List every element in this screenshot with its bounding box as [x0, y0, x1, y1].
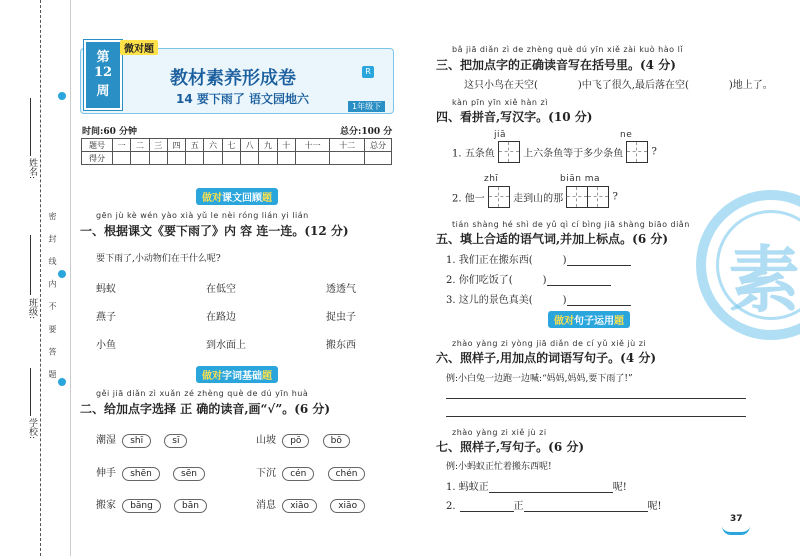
q2-item	[256, 496, 365, 513]
q4-text: ?	[612, 191, 618, 203]
q3-part: )中飞了很久,最后落在空(	[577, 80, 689, 91]
badge-prefix: 做对	[554, 316, 574, 327]
grade-label: 1年级下	[348, 101, 385, 112]
score-header-cell: 四	[167, 139, 185, 152]
sidebar-name-line	[30, 98, 31, 156]
page-number: 37	[730, 514, 743, 524]
score-row-label: 得分	[82, 152, 113, 165]
score-cell[interactable]	[277, 152, 295, 165]
score-header-cell: 三	[149, 139, 167, 152]
q2-item	[96, 496, 207, 513]
score-header-cell: 九	[259, 139, 277, 152]
sidebar-class-label: 班级:	[27, 298, 37, 320]
q2-item	[96, 431, 187, 448]
q2-title: 二、给加点字选择 正 确的读音,画“√”。(6 分)	[80, 402, 331, 416]
pinyin-option[interactable]: bān	[174, 499, 207, 513]
score-cell[interactable]	[113, 152, 131, 165]
q5-item: 1. 我们正在搬东西( )	[446, 251, 631, 266]
q4-text: 走到山的那	[513, 193, 564, 205]
sidebar-name-label: 姓名:	[27, 158, 37, 180]
q5-text: 2. 你们吃饭了(	[446, 275, 513, 286]
char-box[interactable]	[587, 186, 609, 208]
score-cell[interactable]	[365, 152, 392, 165]
badge-text: 课文回顾	[222, 193, 262, 204]
pinyin-option[interactable]: bāng	[122, 499, 161, 513]
week-badge	[84, 40, 122, 110]
seal-instruction: 密 封 线 内 不 要 答 题	[48, 212, 57, 384]
q2-word: 山坡	[256, 435, 276, 446]
q7-text: 1. 蚂蚁正	[446, 482, 489, 493]
match-animal[interactable]: 蚂蚁	[96, 284, 116, 295]
q2-word: 消息	[256, 500, 276, 511]
edition-badge: R	[362, 66, 374, 78]
score-header-cell: 二	[131, 139, 149, 152]
q2-pinyin: gěi jiā diǎn zì xuǎn zé zhèng què de dú yīn huà	[96, 389, 309, 398]
q5-text: 1. 我们正在搬东西(	[446, 255, 533, 266]
total-score-label: 总分:100 分	[340, 127, 393, 137]
q5-pinyin: tián shàng hé shì de yǔ qì cí bìng jiā shàng biāo diǎn	[452, 220, 690, 229]
char-box[interactable]	[498, 141, 520, 163]
match-animal[interactable]: 小鱼	[96, 340, 116, 351]
q2-item	[256, 431, 350, 448]
q4-py-ne: ne	[620, 130, 633, 140]
q7-line-2	[446, 497, 662, 512]
badge-suffix: 题	[614, 316, 624, 327]
score-cell[interactable]	[295, 152, 330, 165]
q5-punct-line[interactable]	[547, 275, 611, 286]
q5-item: 2. 你们吃饭了( )	[446, 271, 611, 286]
q2-word: 潮湿	[96, 435, 116, 446]
page-subtitle: 14 要下雨了 语文园地六	[176, 92, 310, 106]
pinyin-option[interactable]: sī	[164, 434, 187, 448]
section-badge-sentence	[548, 311, 630, 328]
score-header-cell: 十一	[295, 139, 330, 152]
score-header-cell: 五	[186, 139, 204, 152]
badge-prefix: 做对	[202, 371, 222, 382]
q1-title: 一、根据课文《要下雨了》内 容 连一连。(12 分)	[80, 224, 349, 238]
q2-word: 伸手	[96, 468, 116, 479]
q7-text: 2.	[446, 501, 456, 512]
sidebar-class-line	[30, 235, 31, 295]
q7-pinyin: zhào yàng zi xiě jù zi	[452, 428, 547, 437]
seal-dot-1	[58, 92, 66, 100]
q7-blank[interactable]	[524, 501, 648, 512]
q4-title: 四、看拼音,写汉字。(10 分)	[436, 110, 593, 124]
badge-text: 句子运用	[574, 316, 614, 327]
q3-sentence	[464, 76, 773, 91]
score-table-score-row	[82, 152, 392, 165]
score-table	[81, 138, 392, 165]
score-header-cell: 总分	[365, 139, 392, 152]
q2-word: 下沉	[256, 468, 276, 479]
q5-punct-line[interactable]	[567, 255, 631, 266]
q4-text: 1. 五条鱼	[452, 148, 495, 160]
badge-suffix: 题	[262, 371, 272, 382]
pinyin-option[interactable]: xiāo	[330, 499, 365, 513]
page-title: 教材素养形成卷	[170, 68, 296, 89]
q5-text: 3. 这儿的景色真美(	[446, 295, 533, 306]
score-cell[interactable]	[131, 152, 149, 165]
q2-item	[96, 464, 205, 481]
pinyin-option[interactable]: shī	[122, 434, 151, 448]
q4-py-zhi: zhī	[484, 174, 499, 184]
q4-text: 2. 他一	[452, 193, 485, 205]
q4-py-bian-ma: biān ma	[560, 174, 601, 184]
badge-text: 字词基础	[222, 371, 262, 382]
q2-word: 搬家	[96, 500, 116, 511]
q7-title: 七、照样子,写句子。(6 分)	[436, 440, 585, 454]
q5-title: 五、填上合适的语气词,并加上标点。(6 分)	[436, 232, 669, 246]
pinyin-option[interactable]: cén	[282, 467, 314, 481]
page-margin-line	[70, 0, 71, 556]
q7-line-1	[446, 478, 627, 493]
seal-line	[40, 0, 41, 556]
pinyin-option[interactable]: shēn	[122, 467, 160, 481]
q4-line-2	[452, 186, 618, 208]
q4-text: 上六条鱼等于多少条鱼	[523, 148, 624, 160]
q6-answer-line[interactable]	[446, 398, 746, 399]
match-action[interactable]: 捉虫子	[326, 312, 356, 323]
match-place[interactable]: 在低空	[206, 284, 236, 295]
page-number-swoosh	[722, 526, 750, 535]
q7-blank[interactable]	[489, 482, 613, 493]
section-badge-basics	[196, 366, 278, 383]
score-cell[interactable]	[186, 152, 204, 165]
score-cell[interactable]	[240, 152, 258, 165]
match-action[interactable]: 透透气	[326, 284, 356, 295]
sidebar-school-label: 学校:	[27, 418, 37, 440]
brand-label: 微对题	[120, 40, 158, 55]
pinyin-option[interactable]: bō	[323, 434, 350, 448]
char-box[interactable]	[488, 186, 510, 208]
q7-text: 正	[513, 501, 524, 512]
char-box[interactable]	[626, 141, 648, 163]
q6-example: 例:小白兔一边跑一边喊:“妈妈,妈妈,要下雨了!”	[446, 374, 633, 384]
q7-text: 呢!	[647, 501, 662, 512]
q5-item: 3. 这儿的景色真美( )	[446, 291, 631, 306]
score-cell[interactable]	[222, 152, 240, 165]
score-header-cell: 题号	[82, 139, 113, 152]
week-number: 12	[93, 65, 113, 80]
q7-text: 呢!	[612, 482, 627, 493]
q1-prompt: 要下雨了,小动物们在干什么呢?	[96, 254, 221, 264]
pinyin-option[interactable]: xiāo	[282, 499, 317, 513]
char-box[interactable]	[566, 186, 588, 208]
score-cell[interactable]	[259, 152, 277, 165]
q3-title: 三、把加点字的正确读音写在括号里。(4 分)	[436, 58, 676, 72]
q6-title: 六、照样子,用加点的词语写句子。(4 分)	[436, 351, 657, 365]
score-table-header-row	[82, 139, 392, 152]
match-place[interactable]: 在路边	[206, 312, 236, 323]
q4-line-1	[452, 141, 657, 163]
badge-suffix: 题	[262, 193, 272, 204]
match-animal[interactable]: 燕子	[96, 312, 116, 323]
q7-example: 例:小蚂蚁正忙着搬东西呢!	[446, 462, 552, 472]
week-label: 第	[96, 50, 110, 65]
q5-punct-line[interactable]	[567, 295, 631, 306]
q4-py-jia: jiā	[494, 130, 507, 140]
q7-blank[interactable]	[460, 501, 514, 512]
q3-pinyin: bǎ jiā diǎn zì de zhèng què dú yīn xiě zài kuò hào lǐ	[452, 45, 684, 54]
watermark-character: 素	[728, 238, 800, 322]
q3-part: 这只小鸟在天空(	[464, 80, 538, 91]
score-cell[interactable]	[330, 152, 365, 165]
sidebar-school-line	[30, 368, 31, 416]
match-place[interactable]: 到水面上	[206, 340, 246, 351]
score-cell[interactable]	[204, 152, 222, 165]
q4-text: ?	[651, 146, 657, 158]
score-header-cell: 六	[204, 139, 222, 152]
time-label: 时间:60 分钟	[82, 127, 137, 137]
score-header-cell: 十二	[330, 139, 365, 152]
badge-prefix: 做对	[202, 193, 222, 204]
pinyin-option[interactable]: chén	[328, 467, 366, 481]
pinyin-option[interactable]: sēn	[173, 467, 205, 481]
score-header-cell: 一	[113, 139, 131, 152]
q2-item	[256, 464, 365, 481]
q1-pinyin: gēn jù kè wén yào xià yǔ le nèi róng lián yi lián	[96, 211, 309, 220]
q6-answer-line[interactable]	[446, 416, 746, 417]
week-unit: 周	[96, 84, 110, 99]
section-badge-review	[196, 188, 278, 205]
seal-dot-3	[58, 378, 66, 386]
score-cell[interactable]	[149, 152, 167, 165]
q3-part: )地上了。	[728, 80, 773, 91]
score-header-cell: 七	[222, 139, 240, 152]
pinyin-option[interactable]: pō	[282, 434, 309, 448]
match-action[interactable]: 搬东西	[326, 340, 356, 351]
score-cell[interactable]	[167, 152, 185, 165]
score-header-cell: 十	[277, 139, 295, 152]
score-header-cell: 八	[240, 139, 258, 152]
seal-dot-2	[58, 270, 66, 278]
q6-pinyin: zhào yàng zi yòng jiā diǎn de cí yǔ xiě jù zi	[452, 339, 647, 348]
q4-pinyin: kàn pīn yīn xiě hàn zì	[452, 98, 548, 107]
